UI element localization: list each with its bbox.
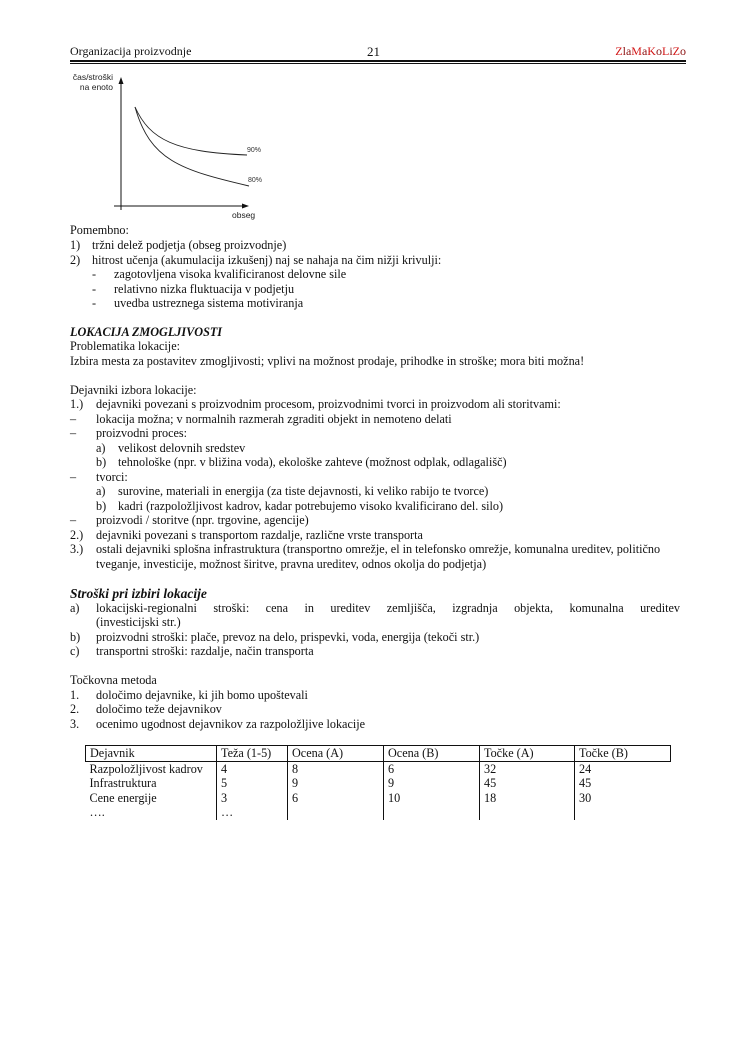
y-axis-label-line2: na enoto (79, 82, 113, 92)
dash-item (70, 412, 452, 427)
y-axis-arrow-icon (119, 77, 124, 84)
item-text: proizvodni proces: (96, 426, 188, 440)
cost-item-text: lokacijski-regionalni stroški: cena in ureditev zemljišča, izgradnja objekta, komunalna ureditev (96, 601, 680, 615)
item-text: velikost delovnih sredstev (118, 441, 246, 455)
step-item (70, 702, 222, 717)
item-number: 1) (70, 238, 81, 252)
table-cell: 8 (288, 761, 384, 776)
important-heading: Pomembno: (70, 223, 129, 237)
curve-label-90: 90% (247, 147, 262, 154)
location-subheading: Problematika lokacije: (70, 339, 180, 353)
table-cell (384, 805, 480, 820)
brand-part: Z (615, 44, 623, 58)
brand-part: i (669, 44, 673, 58)
section-heading-location: LOKACIJA ZMOGLJIVOSTI (70, 325, 223, 339)
important-item (70, 238, 286, 253)
item-number: 2.) (70, 528, 84, 542)
curve-label-80: 80% (248, 177, 263, 184)
x-axis-label: obseg (232, 210, 256, 220)
bullet-item: - relativno nizka fluktuacija v podjetju (92, 282, 295, 296)
step-number: 3. (70, 717, 80, 731)
step-text: določimo dejavnike, ki jih bomo upoštevali (96, 688, 308, 702)
table-cell: 4 (217, 761, 288, 776)
item-number: 2) (70, 253, 81, 267)
important-item (70, 253, 441, 268)
table-cell: 3 (217, 791, 288, 806)
dash-marker: – (70, 470, 77, 484)
brand-part: L (661, 44, 670, 58)
column-header: Ocena (A) (288, 746, 384, 762)
sub-item (96, 484, 488, 499)
page-number: 21 (367, 44, 380, 59)
dash-item (70, 426, 187, 441)
brand-part: Z (672, 44, 680, 58)
bullet-item: - uvedba ustreznega sistema motiviranja (92, 296, 304, 310)
dash-item (70, 470, 128, 485)
bullet-text: zagotovljena visoka kvalificiranost delovne sile (114, 267, 347, 281)
item-text: ostali dejavniki splošna infrastruktura (transportno omrežje, el in telefonsko omrežje, komunalna ureditev, politično (96, 542, 661, 556)
step-number: 2. (70, 702, 80, 716)
table-row (86, 761, 671, 776)
table-cell: 18 (480, 791, 575, 806)
table-cell (575, 805, 671, 820)
point-method-heading: Točkovna metoda (70, 673, 157, 687)
curve-90 (135, 107, 247, 155)
table-cell: Cene energije (89, 790, 157, 805)
section-heading-costs: Stroški pri izbiri lokacije (70, 586, 207, 601)
y-axis-label-line1: čas/stroški (72, 72, 113, 82)
table-cell: 45 (575, 776, 671, 791)
factor-item (70, 397, 561, 412)
table-cell: Razpoložljivost kadrov (89, 761, 203, 776)
factors-heading: Dejavniki izbora lokacije: (70, 383, 197, 397)
dash-marker: – (70, 426, 77, 440)
table-cell: …. (89, 805, 105, 819)
brand-part: a (641, 44, 648, 58)
brand-part: K (647, 44, 656, 58)
table-cell: 24 (575, 761, 671, 776)
brand-part: la (622, 44, 632, 58)
cost-item (70, 630, 479, 645)
bullet-text: uvedba ustreznega sistema motiviranja (114, 296, 304, 310)
item-label: a) (96, 441, 106, 455)
item-text: tvorci: (96, 470, 128, 484)
brand-logo-text (615, 44, 686, 59)
cost-item-continuation: (investicijski str.) (96, 615, 181, 629)
item-label: b) (70, 630, 81, 644)
table-cell: 5 (217, 776, 288, 791)
item-text: hitrost učenja (akumulacija izkušenj) naj se nahaja na čim nižji krivulji: (92, 253, 442, 267)
brand-part: M (631, 44, 642, 58)
bullet-item: - zagotovljena visoka kvalificiranost delovne sile (92, 267, 347, 281)
factor-item-continuation: tveganje, investicije, možnost širitve, pravna ureditev, odnos okolja do podjetja) (96, 557, 487, 571)
cost-item (70, 644, 314, 659)
table-cell (480, 805, 575, 820)
table-row (86, 805, 671, 820)
location-description: Izbira mesta za postavitev zmogljivosti; vplivi na možnost prodaje, prihodke in stroške; mora biti možna! (70, 354, 585, 368)
header-rule-thin (70, 63, 686, 64)
bullet-text: relativno nizka fluktuacija v podjetju (114, 282, 295, 296)
column-header: Dejavnik (86, 746, 217, 762)
item-text: dejavniki povezani s proizvodnim procesom, proizvodnimi tvorci in proizvodom ali storitvami: (96, 397, 561, 411)
table-cell: 32 (480, 761, 575, 776)
curve-80 (135, 107, 249, 186)
sub-item (96, 499, 503, 514)
step-text: ocenimo ugodnost dejavnikov za razpoložljive lokacije (96, 717, 366, 731)
item-text: dejavniki povezani s transportom razdalje, različne vrste transporta (96, 528, 423, 542)
header-rule-thick (70, 60, 686, 62)
learning-curve-chart (60, 66, 280, 226)
table-cell: 6 (288, 791, 384, 806)
table-cell: … (217, 805, 288, 820)
item-label: b) (96, 455, 107, 469)
item-text: surovine, materiali in energija (za tiste dejavnosti, ki veliko rabijo te tvorce) (118, 484, 489, 498)
table-header-row (86, 746, 671, 762)
item-text: proizvodni stroški: plače, prevoz na delo, prispevki, voda, energija (tekoči str.) (96, 630, 480, 644)
column-header: Ocena (B) (384, 746, 480, 762)
item-text: kadri (razpoložljivost kadrov, kadar potrebujemo visoko kvalificirano del. silo) (118, 499, 504, 513)
running-header-title: Organizacija proizvodnje (70, 44, 192, 58)
item-label: c) (70, 644, 80, 658)
table-cell (288, 805, 384, 820)
brand-part: o (680, 44, 686, 58)
item-text: proizvodi / storitve (npr. trgovine, agencije) (96, 513, 309, 527)
column-header: Teža (1-5) (217, 746, 288, 762)
table-cell: 30 (575, 791, 671, 806)
item-text: lokacija možna; v normalnih razmerah zgraditi objekt in nemoteno delati (96, 412, 452, 426)
dash-marker: – (70, 412, 77, 426)
step-item (70, 717, 365, 732)
cost-item-label: a) (70, 601, 80, 615)
column-header: Točke (A) (480, 746, 575, 762)
item-number: 3.) (70, 542, 84, 556)
item-label: a) (96, 484, 106, 498)
table-cell: Infrastruktura (89, 776, 157, 790)
factor-item (70, 528, 423, 543)
sub-item (96, 455, 507, 470)
table-cell: 9 (384, 776, 480, 791)
dash-item (70, 513, 309, 528)
item-text: tehnološke (npr. v bližina voda), ekološke zahteve (možnost odplak, odlagališč) (118, 455, 507, 469)
table-cell: 9 (288, 776, 384, 791)
brand-part: o (655, 44, 662, 58)
table-cell: 6 (384, 761, 480, 776)
sub-item (96, 441, 245, 456)
point-method-table (85, 745, 671, 820)
dash-marker: – (70, 513, 77, 527)
table-row (86, 776, 671, 791)
x-axis-arrow-icon (242, 204, 249, 209)
step-number: 1. (70, 688, 80, 702)
step-item (70, 688, 308, 703)
item-text: transportni stroški: razdalje, način transporta (96, 644, 314, 658)
step-text: določimo teže dejavnikov (96, 702, 222, 716)
factor-item (70, 542, 660, 557)
column-header: Točke (B) (575, 746, 671, 762)
table-row (86, 791, 671, 806)
table-cell: 45 (480, 776, 575, 791)
item-number: 1.) (70, 397, 84, 411)
item-text: tržni delež podjetja (obseg proizvodnje) (92, 238, 287, 252)
table-cell: 10 (384, 791, 480, 806)
item-label: b) (96, 499, 107, 513)
